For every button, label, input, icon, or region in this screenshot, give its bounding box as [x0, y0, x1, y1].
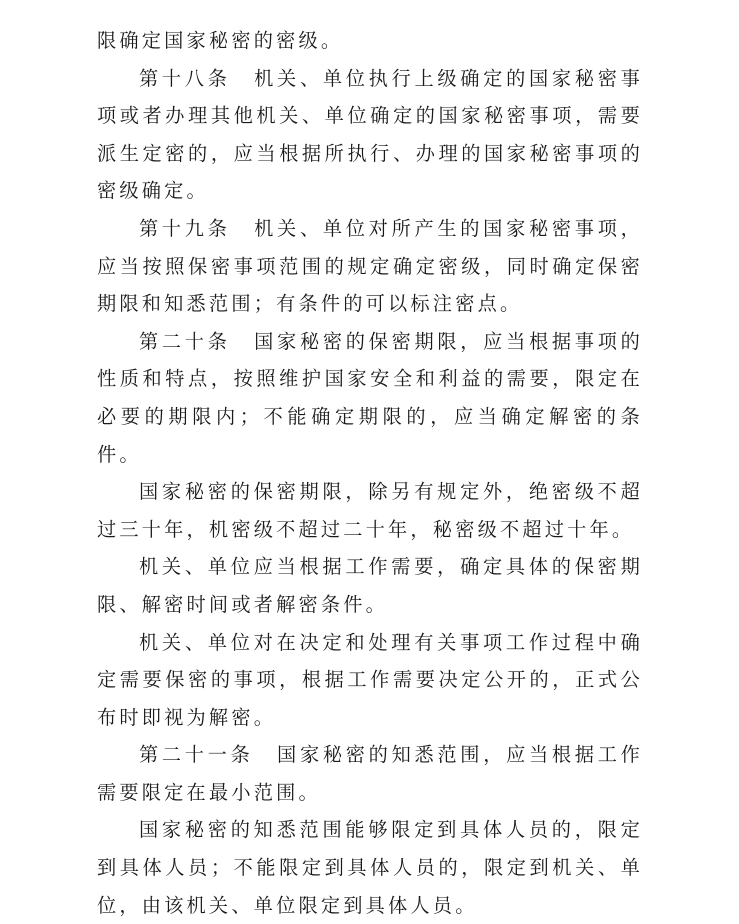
paragraph-text: 机关、单位对所产生的国家秘密事项，应当按照保密事项范围的规定确定密级，同时确定保密期限和知悉范围；有条件的可以标注密点。 — [97, 216, 643, 316]
paragraph-text: 限确定国家秘密的密级。 — [97, 29, 344, 52]
paragraph-text: 机关、单位应当根据工作需要，确定具体的保密期限、解密时间或者解密条件。 — [97, 555, 643, 616]
paragraph-0 — [97, 22, 643, 60]
document-page — [97, 22, 643, 924]
article-heading: 第十九条 — [139, 216, 231, 240]
article-heading: 第二十一条 — [139, 743, 254, 767]
article-heading: 第十八条 — [139, 66, 231, 90]
paragraph-text: 机关、单位对在决定和处理有关事项工作过程中确定需要保密的事项，根据工作需要决定公开的，正式公布时即视为解密。 — [97, 630, 643, 729]
paragraph-4 — [97, 473, 643, 548]
paragraph-text: 机关、单位执行上级确定的国家秘密事项或者办理其他机关、单位确定的国家秘密事项，需要派生定密的，应当根据所执行、办理的国家秘密事项的密级确定。 — [97, 66, 643, 203]
paragraph-text: 国家秘密的保密期限，应当根据事项的性质和特点，按照维护国家安全和利益的需要，限定在必要的期限内；不能确定期限的，应当确定解密的条件。 — [97, 329, 643, 466]
paragraph-5 — [97, 548, 643, 623]
paragraph-text: 国家秘密的知悉范围，应当根据工作需要限定在最小范围。 — [97, 743, 644, 804]
article-18 — [97, 60, 643, 210]
article-20 — [97, 323, 643, 473]
paragraph-text: 国家秘密的知悉范围能够限定到具体人员的，限定到具体人员；不能限定到具体人员的，限定到机关、单位，由该机关、单位限定到具体人员。 — [97, 818, 643, 917]
paragraph-text: 国家秘密的保密期限，除另有规定外，绝密级不超过三十年，机密级不超过二十年，秘密级不超过十年。 — [97, 480, 643, 541]
article-heading: 第二十条 — [139, 329, 231, 353]
paragraph-6 — [97, 624, 643, 737]
article-19 — [97, 210, 643, 323]
paragraph-8 — [97, 811, 643, 924]
article-21 — [97, 736, 643, 811]
